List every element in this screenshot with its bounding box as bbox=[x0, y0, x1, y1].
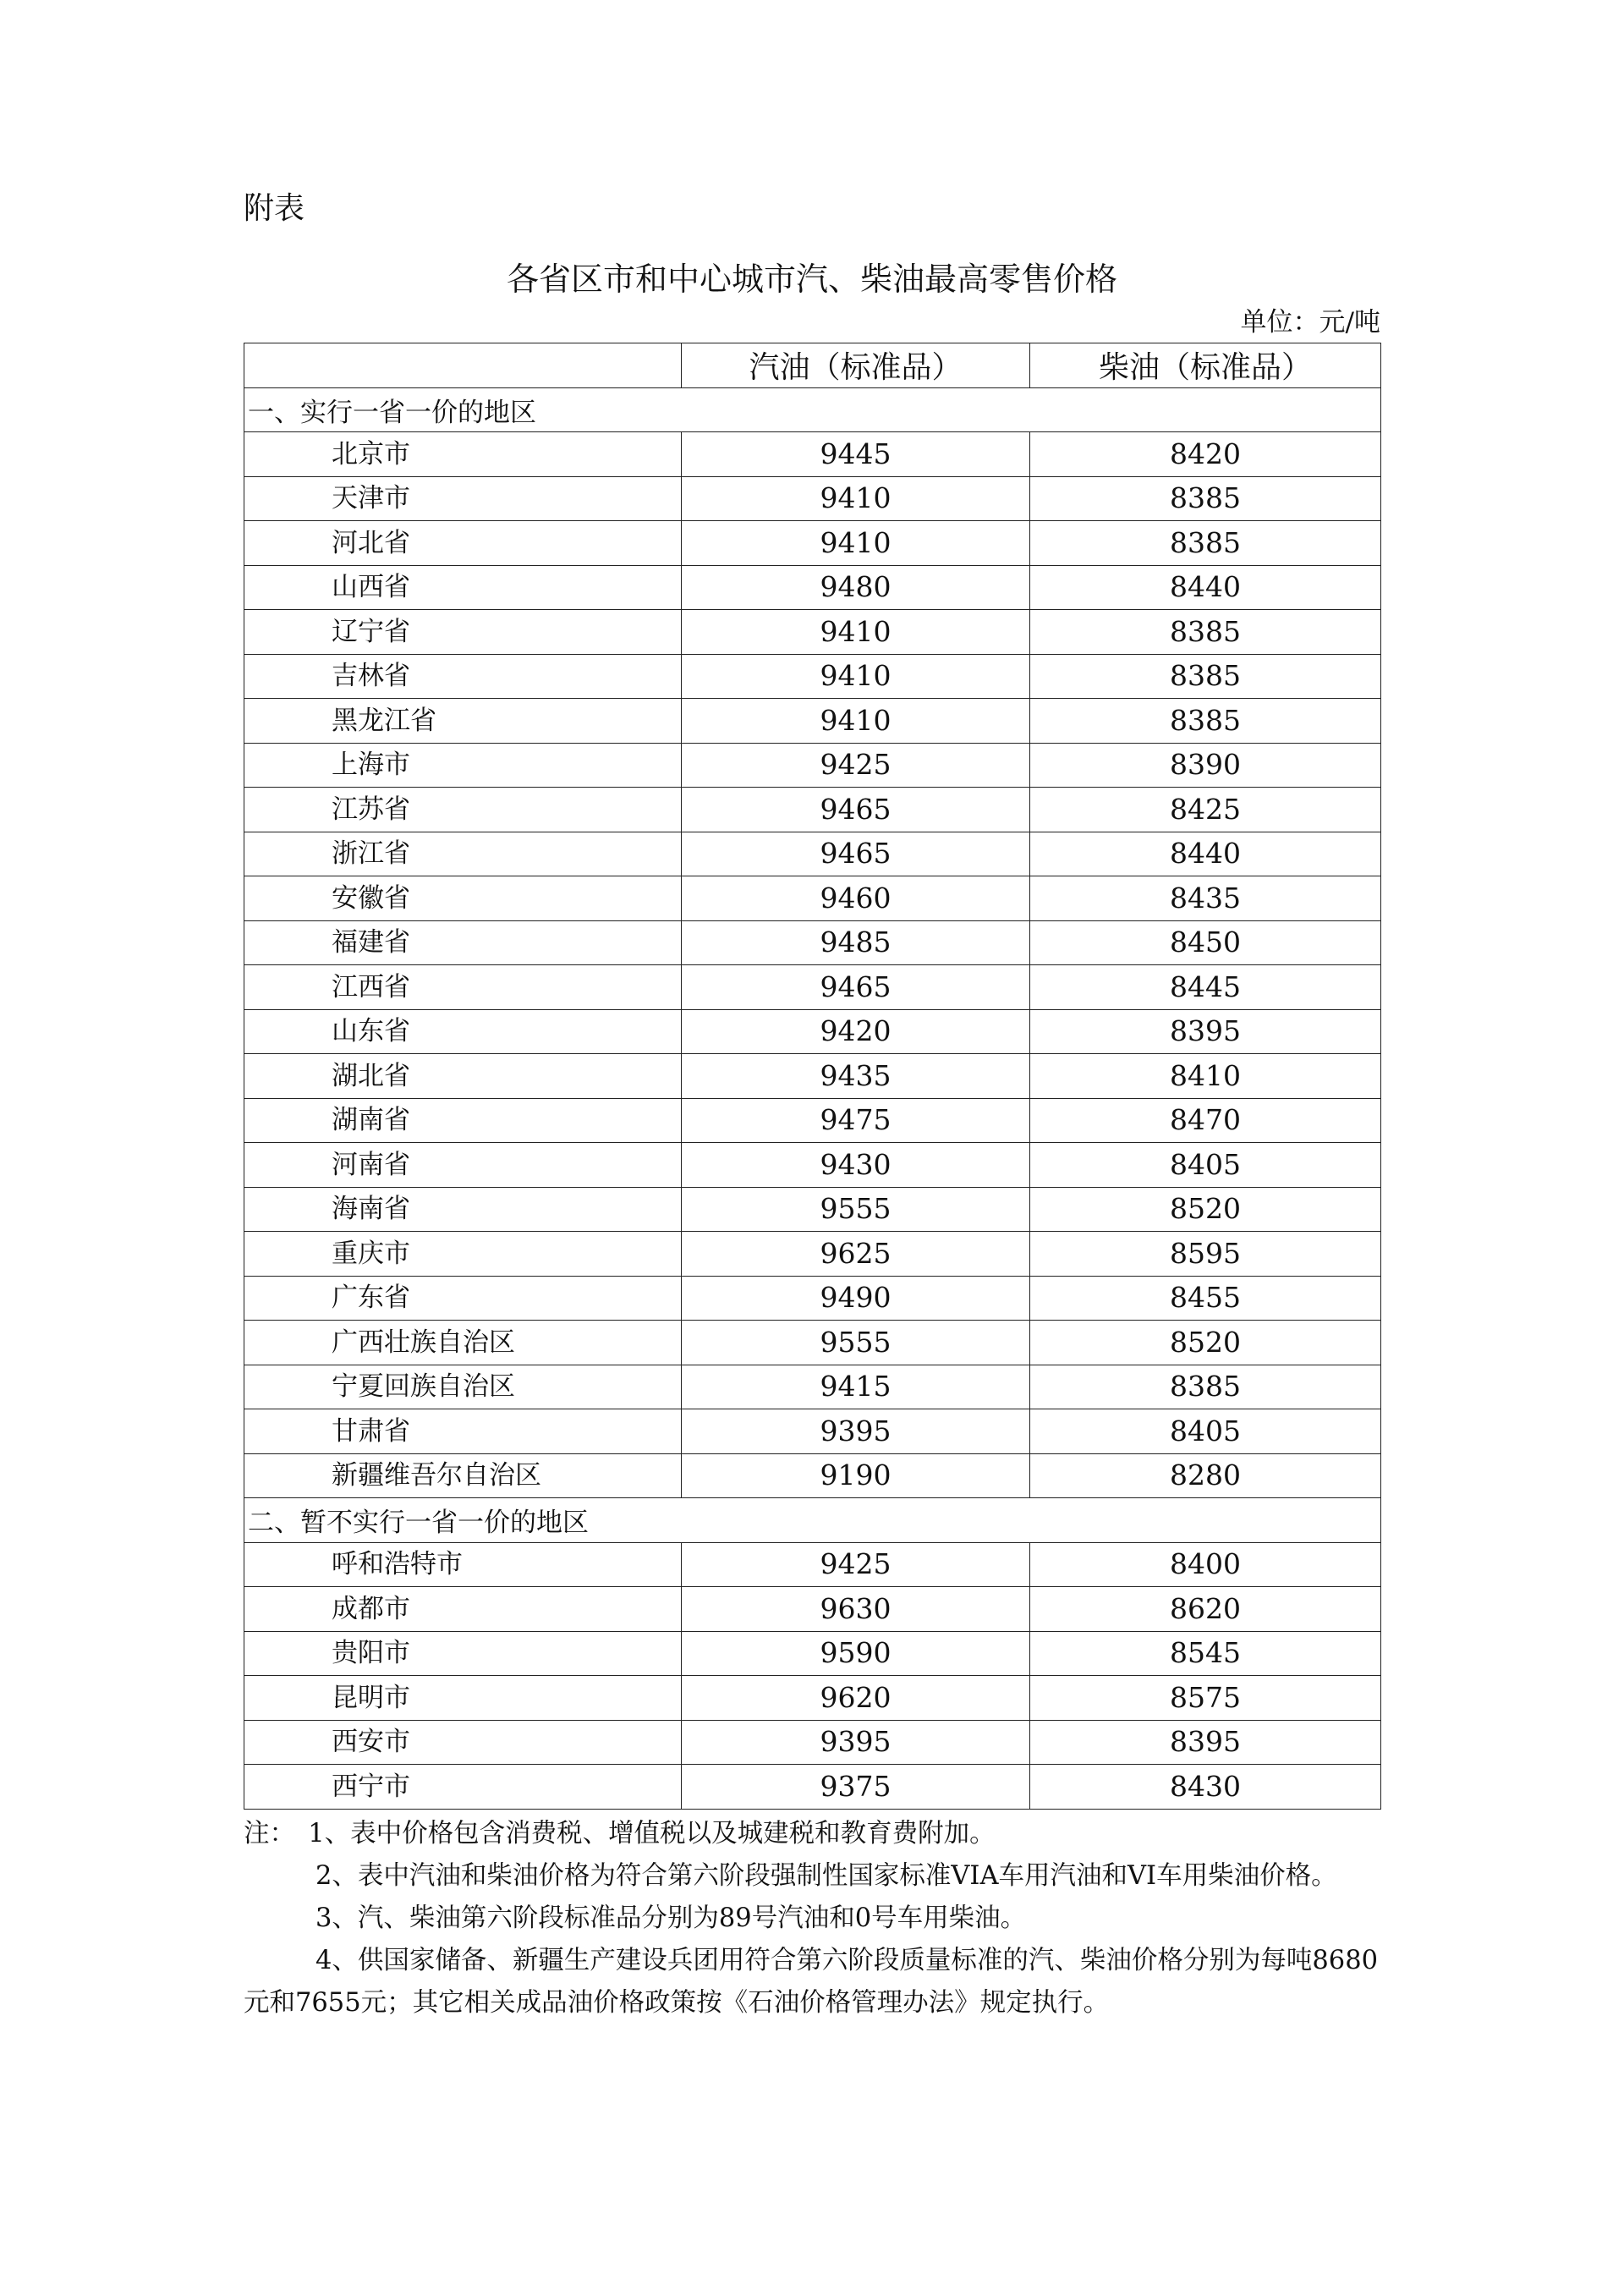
table-row bbox=[244, 610, 1381, 655]
diesel-price-cell: 8425 bbox=[1030, 788, 1381, 832]
table-body bbox=[244, 387, 1381, 1809]
table-row bbox=[244, 654, 1381, 699]
region-cell: 呼和浩特市 bbox=[244, 1542, 682, 1587]
note-2: 2、表中汽油和柴油价格为符合第六阶段强制性国家标准VIA车用汽油和VI车用柴油价格。 bbox=[315, 1860, 1337, 1891]
gasoline-price-cell: 9410 bbox=[682, 699, 1030, 744]
table-row bbox=[244, 699, 1381, 744]
gasoline-price-cell: 9460 bbox=[682, 876, 1030, 921]
table-row bbox=[244, 743, 1381, 788]
diesel-price-cell: 8385 bbox=[1030, 654, 1381, 699]
gasoline-price-cell: 9630 bbox=[682, 1587, 1030, 1632]
gasoline-price-cell: 9425 bbox=[682, 743, 1030, 788]
diesel-price-cell: 8520 bbox=[1030, 1187, 1381, 1232]
diesel-price-cell: 8280 bbox=[1030, 1453, 1381, 1498]
gasoline-price-cell: 9475 bbox=[682, 1098, 1030, 1143]
gasoline-price-cell: 9490 bbox=[682, 1276, 1030, 1321]
table-row bbox=[244, 1365, 1381, 1409]
region-cell: 海南省 bbox=[244, 1187, 682, 1232]
notes bbox=[244, 1813, 1380, 2024]
diesel-price-cell: 8435 bbox=[1030, 876, 1381, 921]
region-cell: 贵阳市 bbox=[244, 1631, 682, 1676]
diesel-price-cell: 8450 bbox=[1030, 920, 1381, 965]
region-cell: 新疆维吾尔自治区 bbox=[244, 1453, 682, 1498]
table-row bbox=[244, 1676, 1381, 1721]
diesel-price-cell: 8440 bbox=[1030, 565, 1381, 610]
diesel-price-cell: 8620 bbox=[1030, 1587, 1381, 1632]
section-title: 二、暂不实行一省一价的地区 bbox=[244, 1498, 1381, 1543]
column-header-diesel: 柴油（标准品） bbox=[1030, 343, 1381, 388]
table-row bbox=[244, 1409, 1381, 1454]
gasoline-price-cell: 9590 bbox=[682, 1631, 1030, 1676]
region-cell: 天津市 bbox=[244, 476, 682, 521]
section-title: 一、实行一省一价的地区 bbox=[244, 387, 1381, 432]
region-cell: 河南省 bbox=[244, 1143, 682, 1188]
table-row bbox=[244, 1453, 1381, 1498]
gasoline-price-cell: 9410 bbox=[682, 654, 1030, 699]
diesel-price-cell: 8400 bbox=[1030, 1542, 1381, 1587]
table-row bbox=[244, 1321, 1381, 1365]
table-row bbox=[244, 521, 1381, 566]
region-cell: 甘肃省 bbox=[244, 1409, 682, 1454]
diesel-price-cell: 8405 bbox=[1030, 1143, 1381, 1188]
gasoline-price-cell: 9375 bbox=[682, 1765, 1030, 1810]
gasoline-price-cell: 9480 bbox=[682, 565, 1030, 610]
diesel-price-cell: 8545 bbox=[1030, 1631, 1381, 1676]
table-row bbox=[244, 920, 1381, 965]
gasoline-price-cell: 9465 bbox=[682, 788, 1030, 832]
region-cell: 吉林省 bbox=[244, 654, 682, 699]
region-cell: 重庆市 bbox=[244, 1232, 682, 1277]
document-title: 各省区市和中心城市汽、柴油最高零售价格 bbox=[506, 261, 1117, 298]
gasoline-price-cell: 9435 bbox=[682, 1054, 1030, 1099]
region-cell: 西安市 bbox=[244, 1720, 682, 1765]
diesel-price-cell: 8575 bbox=[1030, 1676, 1381, 1721]
diesel-price-cell: 8440 bbox=[1030, 832, 1381, 876]
table-row bbox=[244, 1187, 1381, 1232]
gasoline-price-cell: 9425 bbox=[682, 1542, 1030, 1587]
unit-label: 单位：元/吨 bbox=[1240, 307, 1380, 338]
table-row bbox=[244, 1631, 1381, 1676]
diesel-price-cell: 8385 bbox=[1030, 699, 1381, 744]
region-cell: 浙江省 bbox=[244, 832, 682, 876]
section-row bbox=[244, 387, 1381, 432]
gasoline-price-cell: 9555 bbox=[682, 1187, 1030, 1232]
gasoline-price-cell: 9430 bbox=[682, 1143, 1030, 1188]
diesel-price-cell: 8395 bbox=[1030, 1009, 1381, 1054]
gasoline-price-cell: 9415 bbox=[682, 1365, 1030, 1409]
table-row bbox=[244, 1720, 1381, 1765]
table-row bbox=[244, 1542, 1381, 1587]
table-row bbox=[244, 1143, 1381, 1188]
region-cell: 广东省 bbox=[244, 1276, 682, 1321]
region-cell: 山东省 bbox=[244, 1009, 682, 1054]
region-cell: 湖南省 bbox=[244, 1098, 682, 1143]
table-row bbox=[244, 1232, 1381, 1277]
region-cell: 昆明市 bbox=[244, 1676, 682, 1721]
gasoline-price-cell: 9555 bbox=[682, 1321, 1030, 1365]
diesel-price-cell: 8395 bbox=[1030, 1720, 1381, 1765]
table-row bbox=[244, 432, 1381, 477]
region-cell: 福建省 bbox=[244, 920, 682, 965]
region-cell: 安徽省 bbox=[244, 876, 682, 921]
column-header-gasoline: 汽油（标准品） bbox=[682, 343, 1030, 388]
diesel-price-cell: 8390 bbox=[1030, 743, 1381, 788]
gasoline-price-cell: 9410 bbox=[682, 476, 1030, 521]
gasoline-price-cell: 9620 bbox=[682, 1676, 1030, 1721]
region-cell: 上海市 bbox=[244, 743, 682, 788]
diesel-price-cell: 8430 bbox=[1030, 1765, 1381, 1810]
section-row bbox=[244, 1498, 1381, 1543]
diesel-price-cell: 8410 bbox=[1030, 1054, 1381, 1099]
diesel-price-cell: 8520 bbox=[1030, 1321, 1381, 1365]
table-row bbox=[244, 1587, 1381, 1632]
gasoline-price-cell: 9625 bbox=[682, 1232, 1030, 1277]
region-cell: 辽宁省 bbox=[244, 610, 682, 655]
table-row bbox=[244, 1098, 1381, 1143]
diesel-price-cell: 8385 bbox=[1030, 521, 1381, 566]
table-row bbox=[244, 965, 1381, 1010]
region-cell: 江苏省 bbox=[244, 788, 682, 832]
gasoline-price-cell: 9420 bbox=[682, 1009, 1030, 1054]
region-cell: 西宁市 bbox=[244, 1765, 682, 1810]
table-row bbox=[244, 1009, 1381, 1054]
region-cell: 广西壮族自治区 bbox=[244, 1321, 682, 1365]
gasoline-price-cell: 9445 bbox=[682, 432, 1030, 477]
region-cell: 山西省 bbox=[244, 565, 682, 610]
gasoline-price-cell: 9465 bbox=[682, 965, 1030, 1010]
table-row bbox=[244, 832, 1381, 876]
table-row bbox=[244, 565, 1381, 610]
table-row bbox=[244, 876, 1381, 921]
price-table bbox=[244, 343, 1381, 1810]
note-4: 4、供国家储备、新疆生产建设兵团用符合第六阶段质量标准的汽、柴油价格分别为每吨8680元和7655元；其它相关成品油价格政策按《石油价格管理办法》规定执行。 bbox=[244, 1945, 1379, 2018]
table-row bbox=[244, 1276, 1381, 1321]
region-cell: 河北省 bbox=[244, 521, 682, 566]
diesel-price-cell: 8385 bbox=[1030, 610, 1381, 655]
diesel-price-cell: 8385 bbox=[1030, 1365, 1381, 1409]
diesel-price-cell: 8405 bbox=[1030, 1409, 1381, 1454]
attachment-label: 附表 bbox=[244, 191, 305, 226]
diesel-price-cell: 8595 bbox=[1030, 1232, 1381, 1277]
note-1: 注： 1、表中价格包含消费税、增值税以及城建税和教育费附加。 bbox=[244, 1818, 996, 1848]
gasoline-price-cell: 9465 bbox=[682, 832, 1030, 876]
region-cell: 湖北省 bbox=[244, 1054, 682, 1099]
gasoline-price-cell: 9410 bbox=[682, 521, 1030, 566]
column-header-region bbox=[244, 343, 682, 388]
gasoline-price-cell: 9190 bbox=[682, 1453, 1030, 1498]
gasoline-price-cell: 9485 bbox=[682, 920, 1030, 965]
region-cell: 江西省 bbox=[244, 965, 682, 1010]
diesel-price-cell: 8470 bbox=[1030, 1098, 1381, 1143]
table-row bbox=[244, 788, 1381, 832]
diesel-price-cell: 8385 bbox=[1030, 476, 1381, 521]
diesel-price-cell: 8420 bbox=[1030, 432, 1381, 477]
diesel-price-cell: 8455 bbox=[1030, 1276, 1381, 1321]
region-cell: 北京市 bbox=[244, 432, 682, 477]
note-3: 3、汽、柴油第六阶段标准品分别为89号汽油和0号车用柴油。 bbox=[315, 1903, 1027, 1933]
region-cell: 黑龙江省 bbox=[244, 699, 682, 744]
table-row bbox=[244, 476, 1381, 521]
table-row bbox=[244, 1054, 1381, 1099]
table-row bbox=[244, 1765, 1381, 1810]
gasoline-price-cell: 9410 bbox=[682, 610, 1030, 655]
document-page bbox=[244, 190, 1380, 2024]
region-cell: 宁夏回族自治区 bbox=[244, 1365, 682, 1409]
gasoline-price-cell: 9395 bbox=[682, 1720, 1030, 1765]
diesel-price-cell: 8445 bbox=[1030, 965, 1381, 1010]
table-header-row bbox=[244, 343, 1381, 388]
region-cell: 成都市 bbox=[244, 1587, 682, 1632]
gasoline-price-cell: 9395 bbox=[682, 1409, 1030, 1454]
